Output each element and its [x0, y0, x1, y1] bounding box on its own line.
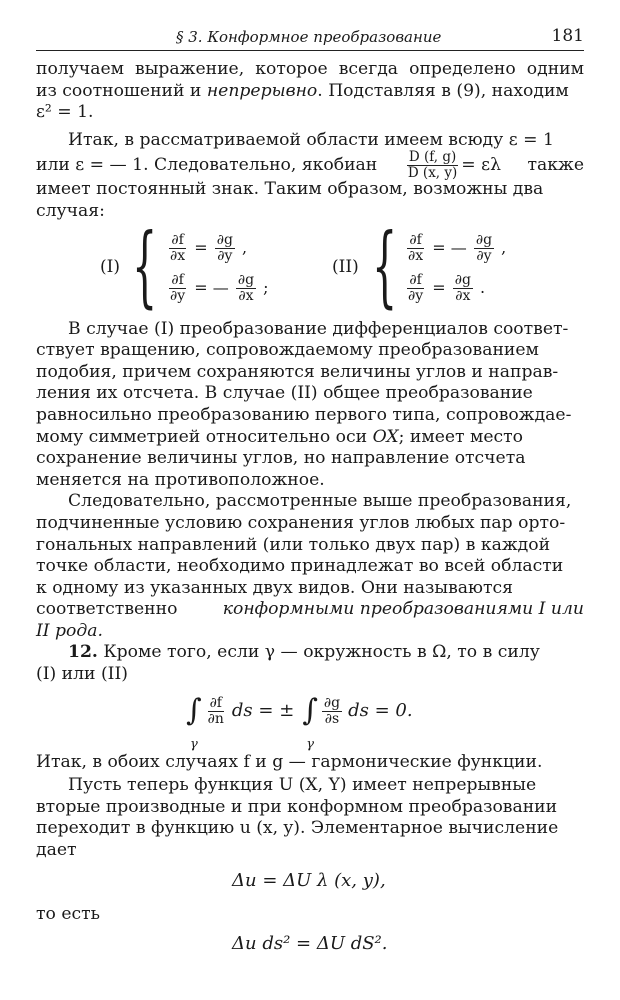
- text: Итак, в обоих случаях f и g — гармонические функции.: [36, 751, 543, 772]
- text: В случае (I) преобразование дифференциалов соответ-: [68, 318, 569, 339]
- operator: =: [432, 277, 446, 297]
- text-line: [36, 775, 584, 797]
- text-line: [36, 904, 584, 926]
- text: . Подставляя в (9), находим: [317, 80, 569, 101]
- text: подчиненные условию сохранения углов любых пар орто-: [36, 512, 566, 533]
- equation-inline: ε² = 1.: [36, 102, 94, 123]
- text-line: [36, 319, 584, 341]
- fraction-denominator: ∂x: [238, 287, 254, 304]
- formula-text: Δu ds² = ΔU dS².: [232, 933, 388, 955]
- text: имеет постоянный знак. Таким образом, возможны два: [36, 179, 544, 200]
- text-line: [36, 448, 584, 470]
- operator: ds = ±: [231, 700, 295, 722]
- text: вторые производные и при конформном преобразовании: [36, 796, 558, 817]
- fraction-numerator: D (f, g): [408, 148, 457, 165]
- text-line: [36, 599, 584, 621]
- operator: = —: [432, 237, 467, 257]
- fraction-numerator: ∂f: [171, 231, 184, 248]
- text: ления их отсчета. В случае (II) общее преобразование: [36, 383, 533, 404]
- text: подобия, причем сохраняются величины углов и направ-: [36, 361, 559, 382]
- fraction-numerator: ∂f: [409, 231, 422, 248]
- punctuation: ,: [242, 237, 248, 257]
- word: одним: [526, 59, 584, 79]
- text: = ελ: [461, 154, 501, 175]
- text: случая:: [36, 200, 105, 221]
- fraction-denominator: ∂x: [408, 247, 424, 264]
- fraction-numerator: ∂f: [209, 694, 222, 711]
- operator: ds = 0.: [348, 700, 413, 722]
- text: соответственно: [36, 599, 178, 620]
- text: переходит в функцию u (x, y). Элементарное вычисление: [36, 818, 559, 839]
- text-line: [36, 340, 584, 362]
- integral-equation: [36, 692, 584, 753]
- jacobian: [404, 150, 501, 181]
- punctuation: ,: [501, 237, 507, 257]
- text-line: [36, 556, 584, 578]
- left-brace: {: [132, 213, 158, 317]
- text: мому симметрией относительно оси: [36, 426, 368, 447]
- text-line: [36, 578, 584, 600]
- text-line: [36, 427, 584, 449]
- line-fragment: [36, 427, 523, 449]
- fraction-denominator: ∂s: [324, 710, 340, 727]
- text-line: [36, 179, 584, 201]
- text: Итак, в рассматриваемой области имеем всюду ε = 1: [68, 129, 554, 150]
- fraction-numerator: ∂f: [409, 271, 422, 288]
- text-line: [36, 130, 584, 152]
- formula-laplacian-ds: [36, 925, 584, 967]
- emphasis-text: непрерывно: [206, 80, 318, 101]
- text-line: [36, 383, 584, 405]
- integral-sign: ∫ γ: [186, 696, 202, 726]
- text: Следовательно, рассмотренные выше преобразования,: [68, 491, 572, 512]
- text-line: [36, 201, 584, 223]
- line-fragment: [68, 642, 540, 664]
- text-line: [36, 535, 584, 557]
- system-label: (I): [100, 256, 120, 277]
- line-fragment: [36, 81, 569, 103]
- text-line: [36, 664, 584, 686]
- section-number: 12.: [68, 642, 98, 663]
- fraction-denominator: ∂x: [455, 287, 471, 304]
- emphasis-text: II рода.: [36, 620, 103, 641]
- text-line: [36, 840, 584, 862]
- left-brace: {: [372, 213, 398, 317]
- text: точке области, необходимо принадлежат во всей области: [36, 556, 564, 577]
- text-line: [36, 102, 584, 124]
- text-line: [36, 362, 584, 384]
- operator: =: [194, 237, 208, 257]
- system-label: (II): [332, 256, 359, 277]
- text: из соотношений и: [36, 80, 202, 101]
- text-line: [36, 81, 584, 103]
- text: ствует вращению, сопровождаемому преобразованием: [36, 340, 539, 361]
- text-line: [36, 405, 584, 427]
- emphasis-text: конформными преобразованиями I или: [222, 599, 584, 620]
- formula-laplacian: [36, 862, 584, 904]
- text-line: [36, 470, 584, 492]
- text-line: [36, 621, 584, 643]
- equation-systems: [36, 213, 584, 317]
- equation-row: [404, 233, 506, 264]
- operator: = —: [194, 277, 229, 297]
- fraction-denominator: ∂y: [170, 287, 186, 304]
- text-line: [36, 148, 584, 181]
- text: (I) или (II): [36, 664, 128, 685]
- fraction-numerator: ∂g: [216, 231, 233, 248]
- page-content: [36, 59, 584, 967]
- text-line: [36, 797, 584, 819]
- text: также: [527, 154, 584, 175]
- text: Кроме того, если γ — окружность в Ω, то в силу: [103, 642, 540, 663]
- text-line: [36, 642, 584, 664]
- integral-equation-body: [186, 693, 413, 753]
- fraction-denominator: ∂y: [408, 287, 424, 304]
- text: то есть: [36, 903, 100, 924]
- text: к одному из указанных двух видов. Они называются: [36, 577, 513, 598]
- text: равносильно преобразованию первого типа, сопровождае-: [36, 404, 572, 425]
- punctuation: ;: [263, 277, 269, 297]
- emphasis-text: OX: [372, 426, 399, 447]
- equation-row: [166, 273, 269, 304]
- book-page: [36, 24, 584, 967]
- fraction-denominator: D (x, y): [407, 164, 458, 181]
- text-line: [36, 59, 584, 81]
- formula-text: Δu = ΔU λ (x, y),: [232, 869, 386, 891]
- fraction-numerator: ∂g: [323, 694, 341, 711]
- integral-sign: ∫ γ: [302, 696, 318, 726]
- text: сохранение величины углов, но направление отсчета: [36, 448, 526, 469]
- word: которое: [255, 59, 328, 79]
- text-line: [36, 818, 584, 840]
- page-number: 181: [551, 26, 584, 46]
- text: ; имеет место: [398, 426, 524, 447]
- text: гональных направлений (или только двух пар) в каждой: [36, 534, 551, 555]
- text: дает: [36, 840, 77, 861]
- punctuation: .: [480, 277, 486, 297]
- fraction-denominator: ∂y: [476, 247, 492, 264]
- running-title: § 3. Конформное преобразование: [176, 28, 442, 46]
- equation-row: [166, 233, 247, 264]
- word: получаем: [36, 59, 124, 79]
- text: Пусть теперь функция U (X, Y) имеет непрерывные: [68, 775, 537, 796]
- text-line: [36, 491, 584, 513]
- fraction-numerator: ∂f: [171, 271, 184, 288]
- fraction-numerator: ∂g: [237, 271, 255, 288]
- fraction-denominator: ∂n: [207, 710, 224, 727]
- running-header: [36, 24, 584, 51]
- word: всегда: [338, 59, 399, 79]
- fraction-numerator: ∂g: [475, 231, 493, 248]
- fraction-denominator: ∂y: [217, 247, 233, 264]
- jacobian-fraction: [406, 150, 459, 181]
- word: определено: [409, 59, 516, 79]
- fraction-denominator: ∂x: [170, 247, 186, 264]
- integral-subscript: γ: [190, 737, 198, 753]
- equation-row: [404, 273, 485, 304]
- fraction-numerator: ∂g: [454, 271, 471, 288]
- text: меняется на противоположное.: [36, 469, 325, 490]
- integral-subscript: γ: [306, 737, 315, 753]
- text: или ε = — 1. Следовательно, якобиан: [36, 154, 378, 175]
- text-line: [36, 513, 584, 535]
- word: выражение,: [135, 59, 245, 79]
